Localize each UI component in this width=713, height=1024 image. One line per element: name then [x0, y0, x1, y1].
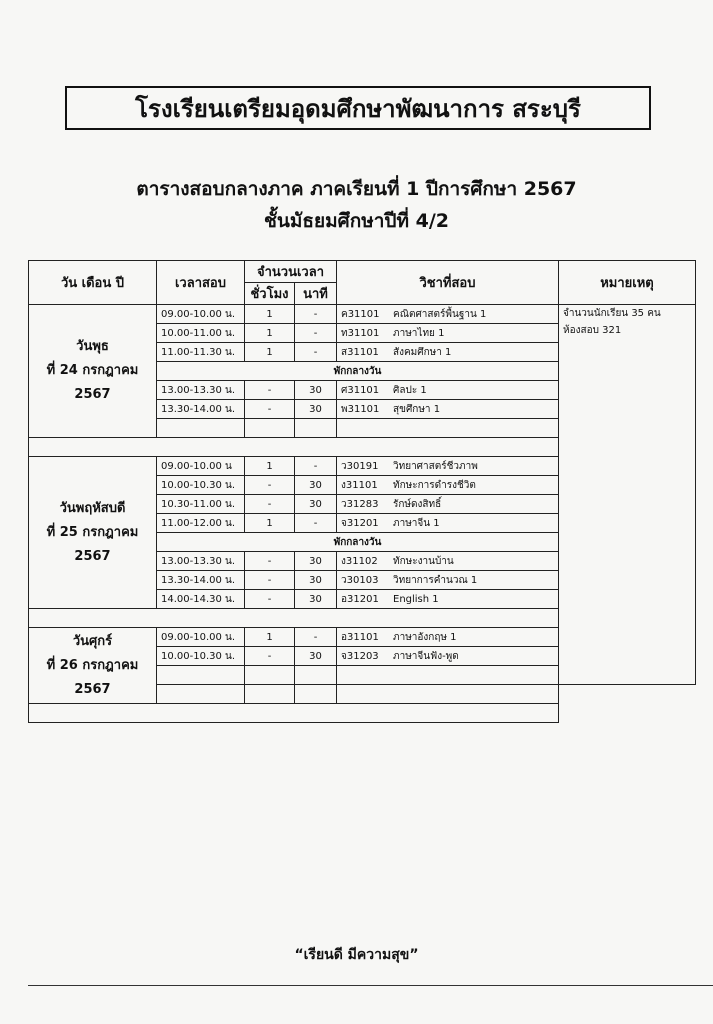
- exam-time: 10.00-10.30 น.: [157, 647, 245, 666]
- header-duration: จำนวนเวลา: [245, 261, 337, 283]
- exam-hours: 1: [245, 343, 295, 362]
- exam-time: 13.30-14.00 น.: [157, 400, 245, 419]
- exam-minutes: 30: [295, 590, 337, 609]
- day-name: วันพฤหัสบดี: [59, 500, 126, 516]
- exam-subject: [337, 457, 559, 476]
- subject-code: ว31283: [341, 498, 379, 510]
- subject-code: อ31101: [341, 631, 379, 643]
- exam-subject: [337, 400, 559, 419]
- day-name: วันศุกร์: [72, 633, 113, 649]
- exam-time: 13.00-13.30 น.: [157, 381, 245, 400]
- header-remarks: หมายเหตุ: [559, 261, 696, 305]
- subject-code: ว30191: [341, 460, 379, 472]
- header-minutes: นาที: [295, 283, 337, 305]
- exam-minutes: 30: [295, 552, 337, 571]
- exam-subject: [337, 628, 559, 647]
- exam-time: 09.00-10.00 น.: [157, 628, 245, 647]
- class-title: ชั้นมัธยมศึกษาปีที่ 4/2: [264, 210, 449, 232]
- exam-time: 11.00-12.00 น.: [157, 514, 245, 533]
- schedule-title: ตารางสอบกลางภาค ภาคเรียนที่ 1 ปีการศึกษา 2567: [136, 178, 577, 200]
- exam-hours: 1: [245, 457, 295, 476]
- exam-minutes: -: [295, 514, 337, 533]
- subject-name: ภาษาจีน 1: [393, 517, 440, 529]
- exam-hours: -: [245, 552, 295, 571]
- exam-subject: [337, 514, 559, 533]
- exam-time: 10.30-11.00 น.: [157, 495, 245, 514]
- subject-code: ส31101: [341, 346, 379, 358]
- header-subject: วิชาที่สอบ: [337, 261, 559, 305]
- bottom-divider: [28, 985, 713, 986]
- exam-hours: 1: [245, 514, 295, 533]
- exam-schedule-table: [28, 260, 696, 723]
- subject-code: ค31101: [341, 308, 380, 320]
- subject-name: รักษ์ดงสิทธิ์: [393, 498, 442, 510]
- exam-hours: -: [245, 647, 295, 666]
- exam-subject: [337, 571, 559, 590]
- exam-time: 11.00-11.30 น.: [157, 343, 245, 362]
- exam-time: 13.00-13.30 น.: [157, 552, 245, 571]
- exam-time: 09.00-10.00 น: [157, 457, 245, 476]
- exam-minutes: 30: [295, 476, 337, 495]
- subject-name: วิทยาการคำนวณ 1: [393, 574, 478, 586]
- subject-name: ภาษาไทย 1: [393, 327, 445, 339]
- exam-minutes: -: [295, 305, 337, 324]
- subject-name: คณิตศาสตร์พื้นฐาน 1: [393, 308, 487, 320]
- exam-time: 10.00-10.30 น.: [157, 476, 245, 495]
- subject-code: จ31201: [341, 517, 379, 529]
- day-date: ที่ 26 กรกฎาคม: [46, 657, 139, 673]
- subject-name: ทักษะงานบ้าน: [393, 555, 454, 567]
- exam-hours: -: [245, 476, 295, 495]
- day-date: ที่ 25 กรกฎาคม: [46, 524, 139, 540]
- subject-name: ภาษาอังกฤษ 1: [393, 631, 457, 643]
- exam-minutes: 30: [295, 647, 337, 666]
- exam-minutes: 30: [295, 381, 337, 400]
- exam-minutes: -: [295, 457, 337, 476]
- day-name: วันพุธ: [76, 339, 109, 354]
- exam-minutes: 30: [295, 400, 337, 419]
- exam-subject: [337, 495, 559, 514]
- exam-hours: 1: [245, 324, 295, 343]
- school-motto: “เรียนดี มีความสุข”: [294, 947, 419, 963]
- subject-name: สังคมศึกษา 1: [393, 346, 452, 358]
- lunch-break: พักกลางวัน: [157, 362, 559, 381]
- subject-name: ศิลปะ 1: [393, 384, 427, 396]
- exam-subject: [337, 324, 559, 343]
- subject-name: วิทยาศาสตร์ชีวภาพ: [393, 460, 478, 472]
- school-name-box: [65, 86, 651, 130]
- exam-subject: [337, 381, 559, 400]
- day-cell-thu: [29, 457, 157, 609]
- subject-code: ว30103: [341, 574, 379, 586]
- day-year: 2567: [74, 548, 111, 564]
- table-row: [29, 305, 696, 324]
- lunch-break: พักกลางวัน: [157, 533, 559, 552]
- exam-hours: -: [245, 590, 295, 609]
- day-year: 2567: [74, 387, 111, 402]
- exam-hours: -: [245, 571, 295, 590]
- exam-hours: 1: [245, 628, 295, 647]
- exam-subject: [337, 305, 559, 324]
- subject-name: ทักษะการดำรงชีวิต: [393, 479, 476, 491]
- exam-time: 14.00-14.30 น.: [157, 590, 245, 609]
- exam-subject: [337, 647, 559, 666]
- exam-hours: 1: [245, 305, 295, 324]
- exam-time: 13.30-14.00 น.: [157, 571, 245, 590]
- subject-code: ง31101: [341, 479, 378, 491]
- school-name: โรงเรียนเตรียมอุดมศึกษาพัฒนาการ สระบุรี: [135, 94, 581, 123]
- exam-minutes: -: [295, 628, 337, 647]
- remarks-room: ห้องสอบ 321: [563, 325, 622, 336]
- day-date: ที่ 24 กรกฎาคม: [46, 363, 139, 378]
- header-hours: ชั่วโมง: [245, 283, 295, 305]
- subject-code: ท31101: [341, 327, 380, 339]
- exam-hours: -: [245, 400, 295, 419]
- exam-minutes: -: [295, 324, 337, 343]
- separator-row: [29, 704, 696, 723]
- day-year: 2567: [74, 681, 111, 697]
- remarks-students: จำนวนนักเรียน 35 คน: [563, 308, 661, 319]
- subject-code: อ31201: [341, 593, 379, 605]
- subject-code: ง31102: [341, 555, 378, 567]
- subject-code: ศ31101: [341, 384, 380, 396]
- remarks-cell: [559, 305, 696, 685]
- table-header-row: [29, 261, 696, 283]
- exam-hours: -: [245, 381, 295, 400]
- day-cell-wed: [29, 305, 157, 438]
- exam-minutes: -: [295, 343, 337, 362]
- day-cell-fri: [29, 628, 157, 704]
- subject-code: จ31203: [341, 650, 379, 662]
- exam-time: 10.00-11.00 น.: [157, 324, 245, 343]
- exam-subject: [337, 476, 559, 495]
- subject-code: พ31101: [341, 403, 380, 415]
- exam-hours: -: [245, 495, 295, 514]
- subject-name: สุขศึกษา 1: [393, 403, 441, 415]
- header-time: เวลาสอบ: [157, 261, 245, 305]
- exam-minutes: 30: [295, 495, 337, 514]
- subject-name: English 1: [393, 593, 439, 605]
- header-date: วัน เดือน ปี: [29, 261, 157, 305]
- subject-name: ภาษาจีนฟัง-พูด: [393, 650, 459, 662]
- exam-subject: [337, 590, 559, 609]
- exam-minutes: 30: [295, 571, 337, 590]
- exam-subject: [337, 552, 559, 571]
- exam-subject: [337, 343, 559, 362]
- exam-time: 09.00-10.00 น.: [157, 305, 245, 324]
